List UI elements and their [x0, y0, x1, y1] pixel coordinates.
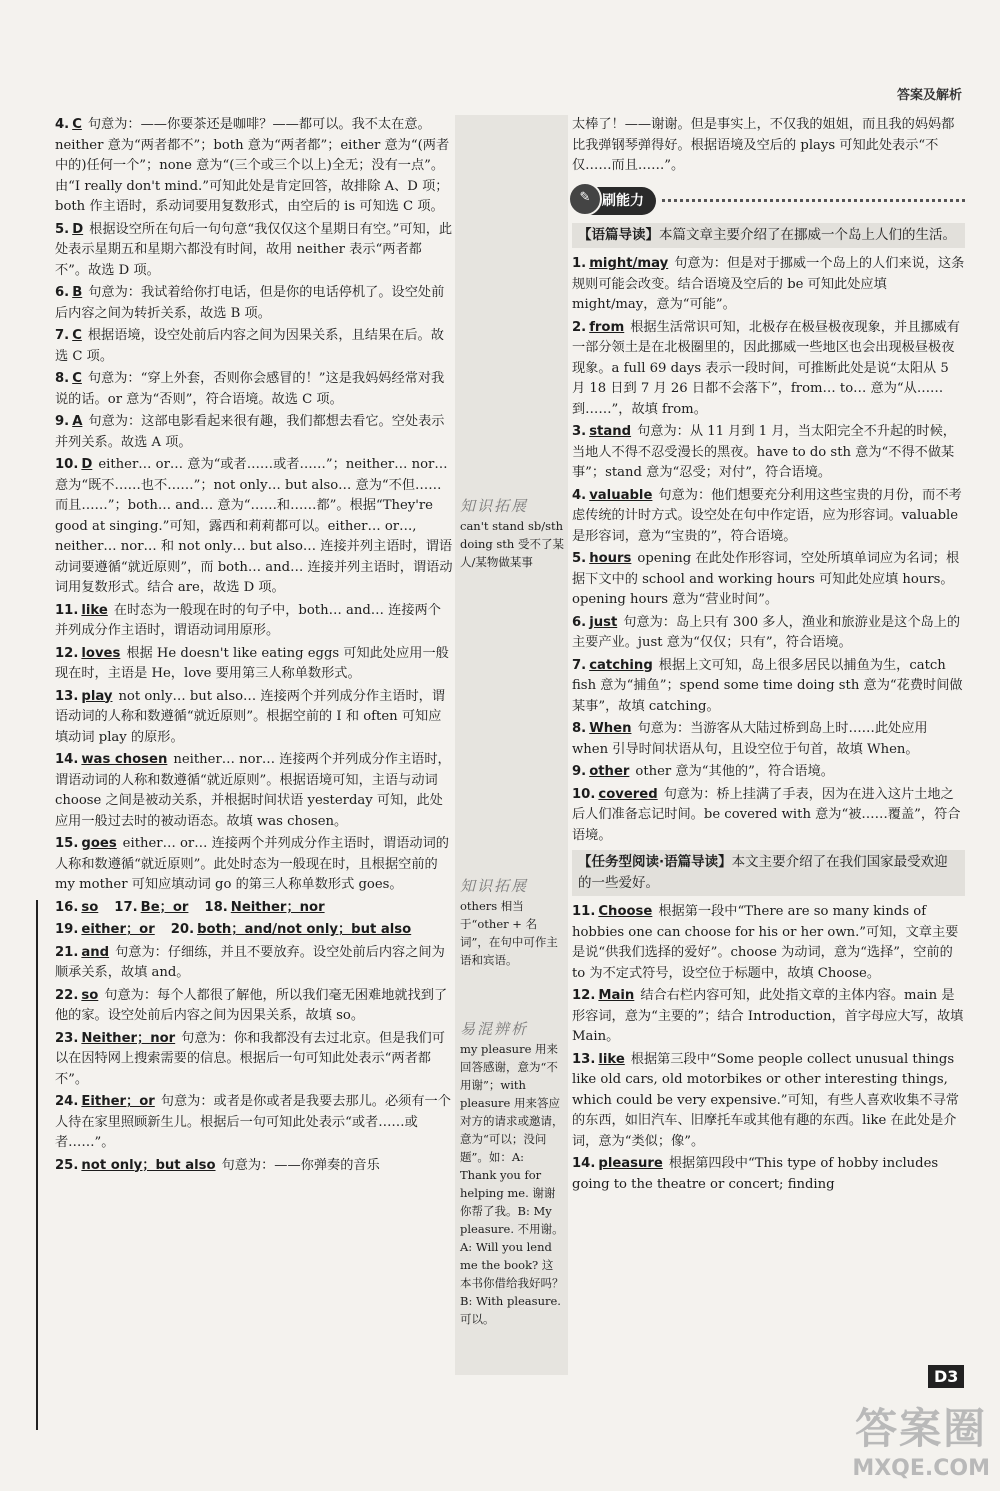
answer-item [55, 644, 453, 685]
guide-tag: 【语篇导读】 [578, 227, 659, 243]
item-answer: A [72, 414, 83, 429]
note-text: my pleasure 用来回答感谢，意为“不用谢”；with pleasure 用来答应对方的请求或邀请，意为“可以；没问题”。如：A: Thank you for helping me. 谢谢你帮了我。B: My pleasure. 不用谢。A: Will you lend me the book? 这本书你借给我好吗？B: With pleasure. 可以。 [460, 1042, 564, 1326]
answer-list-left [55, 115, 453, 896]
item-answer: loves [81, 645, 121, 661]
answer-item [55, 687, 453, 749]
item-answer: just [589, 614, 618, 630]
item-number: 20. [170, 922, 195, 937]
watermark-url: MXQE.COM [852, 1456, 990, 1481]
item-answer: hours [589, 551, 632, 566]
item-number: 15. [55, 836, 79, 851]
item-number: 1. [572, 256, 587, 271]
item-number: 24. [55, 1094, 79, 1109]
answer-item [55, 750, 453, 832]
item-explanation: 根据生活常识可知，北极存在极昼极夜现象，并且挪威有一部分领土是在北极圈里的，因此挪威一些地区也会出现极昼极夜现象。a full 69 days 表示一段时间，可推断此处是说“太阳从 5 月 18 日到 7 月 26 日都不会落下”，from… to… 意为“从……到……”，故填 from。 [572, 319, 960, 417]
item-answer: like [598, 1051, 625, 1067]
item-explanation: 句意为：桥上挂满了手表，因为在进入这片土地之后人们准备忘记时间。be covered with 意为“被……覆盖”，符合语境。 [572, 786, 961, 843]
item-answer: either；or [81, 922, 155, 937]
item-explanation: not only… but also… 连接两个并列成分作主语时，谓语动词的人称和数遵循“就近原则”。根据空前的 I 和 often 可知应填动词 play 的原形。 [55, 688, 446, 745]
watermark-text: 答案圈 [855, 1404, 988, 1453]
item-answer: so [81, 899, 99, 915]
item-number: 17. [114, 899, 138, 915]
item-answer: stand [589, 424, 632, 439]
item-number: 5. [572, 551, 587, 566]
item-explanation: either… or… 连接两个并列成分作主语时，谓语动词的人称和数遵循“就近原则”。此处时态为一般现在时，且根据空前的 my mother 可知应填动词 go 的第三人称单数形式 goes。 [55, 836, 449, 892]
margin-rule [36, 900, 38, 1430]
right-column [572, 115, 965, 1197]
item-explanation: 句意为：仔细练，并且不要放弃。设空处前后内容之间为顺承关系，故填 and。 [55, 944, 445, 980]
answer-item [55, 369, 453, 410]
item-number: 22. [55, 987, 79, 1003]
note-title: 知识拓展 [460, 497, 529, 515]
item-answer: Choose [598, 904, 653, 919]
item-number: 2. [572, 319, 587, 335]
reading-guide [572, 850, 965, 896]
answer-item [572, 986, 965, 1048]
item-answer: D [72, 221, 84, 237]
item-explanation: 句意为：岛上只有 300 多人，渔业和旅游业是这个岛上的主要产业。just 意为“仅仅；只有”，符合语境。 [572, 614, 961, 650]
item-number: 18. [204, 899, 228, 915]
item-answer: not only；but also [81, 1157, 216, 1173]
answer-item [572, 719, 965, 760]
pencil-icon: ✎ [568, 182, 602, 216]
item-number: 8. [572, 721, 587, 736]
note-box [460, 877, 564, 969]
item-number: 10. [55, 457, 79, 472]
item-explanation: 根据语境，设空处前后内容之间为因果关系，且结果在后。故选 C 项。 [55, 328, 444, 364]
reading-guide [572, 223, 965, 248]
answer-item [572, 1050, 965, 1153]
section-header [572, 187, 965, 216]
combo-line [55, 898, 453, 919]
answer-item [572, 1154, 965, 1195]
item-answer: C [72, 328, 82, 343]
item-explanation: 句意为：我试着给你打电话，但是你的电话停机了。设空处前后内容之间为转折关系，故选 B 项。 [55, 285, 445, 321]
answer-item [55, 601, 453, 642]
item-explanation: 句意为：或者是你或者是我要去那儿。必须有一个人待在家里照顾新生儿。根据后一句可知此处表示“或者……或者……”。 [55, 1094, 451, 1150]
continued-explanation: 太棒了！——谢谢。但是事实上，不仅我的姐姐，而且我的妈妈都比我弹钢琴弹得好。根据语境及空后的 plays 可知此处表示“不仅……而且……”。 [572, 117, 955, 173]
item-answer: covered [598, 786, 658, 802]
item-explanation: 句意为：——你弹奏的音乐 [221, 1157, 380, 1173]
item-answer: was chosen [81, 752, 168, 767]
item-explanation: 句意为：——你要茶还是咖啡？——都可以。我不太在意。neither 意为“两者都不”；both 意为“两者都”；either 意为“(两者中的)任何一个”；none 意为“(三个或三个以上)全无；没有一点”。由“I really don't mind.”可知此处是肯定回答，故排除 A、D 项；both 作主语时，系动词要用复数形式，由空后的 is 可知选 C 项。 [55, 117, 450, 214]
item-explanation: 在时态为一般现在时的句子中，both… and… 连接两个并列成分作主语时，谓语动词用原形。 [55, 602, 441, 638]
item-number: 13. [55, 688, 79, 704]
item-number: 12. [572, 988, 596, 1003]
item-answer: and [81, 944, 110, 960]
answer-list-right-2 [572, 902, 965, 1195]
answer-item [55, 1156, 453, 1177]
answer-item [55, 412, 453, 453]
item-explanation: other 意为“其他的”，符合语境。 [635, 764, 834, 779]
answer-item [572, 422, 965, 484]
note-title: 易混辨析 [460, 1020, 529, 1038]
answer-item [572, 486, 965, 548]
item-number: 12. [55, 645, 79, 661]
item-answer: both；and/not only；but also [197, 922, 412, 937]
item-answer: catching [589, 657, 653, 673]
item-answer: other [589, 764, 630, 779]
answer-item [572, 318, 965, 421]
item-answer: Either；or [81, 1094, 155, 1109]
item-answer: Be；or [140, 899, 189, 915]
item-answer: Neither；nor [81, 1030, 176, 1046]
item-number: 4. [572, 487, 587, 503]
item-number: 11. [55, 602, 79, 618]
answer-item [55, 1029, 453, 1091]
item-number: 6. [572, 614, 587, 630]
item-explanation: either… or… 意为“或者……或者……”；neither… nor… 意为“既不……也不……”；not only… but also… 意为“不但……而且……”；both… and… 意为“……和……都”。根据“They're good at singing.”可知，露西和莉莉都可以。either… or…, neither… nor… 和 not only… but also… 连接并列主语时，谓语动词要遵循“就近原则”，而 both… and… 连接并列主语时，谓语动词用复数形式。结合 are，故选 D 项。 [55, 457, 453, 595]
section-badge [572, 187, 656, 216]
note-text: can't stand sb/sth doing sth 受不了某人/某物做某事 [460, 519, 564, 569]
item-number: 16. [55, 899, 79, 915]
item-number: 14. [55, 752, 79, 767]
item-explanation: 句意为：每个人都很了解他，所以我们毫无困难地就找到了他的家。设空处前后内容之间为因果关系，故填 so。 [55, 987, 448, 1023]
answer-item [55, 1092, 453, 1154]
answer-item [572, 785, 965, 847]
item-explanation: 结合右栏内容可知，此处指文章的主体内容。main 是形容词，意为“主要的”；结合 Introduction，首字母应大写，故填 Main。 [572, 988, 964, 1044]
item-number: 9. [55, 414, 70, 429]
item-number: 19. [55, 922, 79, 937]
guide-text: 本篇文章主要介绍了在挪威一个岛上人们的生活。 [659, 227, 956, 243]
item-number: 13. [572, 1051, 596, 1067]
answer-item [572, 762, 965, 783]
item-explanation: 根据第四段中“This type of hobby includes going to the theatre or concert; finding [572, 1156, 939, 1192]
answer-item [572, 254, 965, 316]
item-answer: D [81, 457, 93, 472]
note-text: others 相当于“other + 名词”，在句中可作主语和宾语。 [460, 899, 558, 967]
item-answer: Main [598, 988, 635, 1003]
item-explanation: 根据 He doesn't like eating eggs 可知此处应用一般现在时，主语是 He，love 要用第三人称单数形式。 [55, 645, 449, 681]
item-explanation: 根据第三段中“Some people collect unusual things like old cars, old motorbikes or other interesting things, which could be very expensive.”可知，有些人喜欢收集不寻常的东西，如旧汽车、旧摩托车或其他有趣的东西。like 在此处是介词，意为“类似；像”。 [572, 1051, 959, 1149]
item-answer: pleasure [598, 1156, 663, 1171]
item-number: 11. [572, 904, 596, 919]
item-answer: B [72, 285, 83, 300]
item-number: 8. [55, 371, 70, 386]
answer-item [55, 115, 453, 218]
item-answer: C [72, 371, 82, 386]
note-title: 知识拓展 [460, 877, 529, 895]
item-number: 21. [55, 944, 79, 960]
answer-item [55, 943, 453, 984]
item-number: 10. [572, 786, 596, 802]
item-answer: When [589, 721, 632, 736]
answer-item [55, 326, 453, 367]
item-answer: might/may [589, 256, 669, 271]
watermark-logo [852, 1396, 990, 1481]
item-explanation: 句意为：“穿上外套，否则你会感冒的！”这是我妈妈经常对我说的话。or 意为“否则”，符合语境。故选 C 项。 [55, 371, 445, 407]
item-answer: so [81, 987, 99, 1003]
item-answer: from [589, 319, 625, 335]
answer-item [572, 902, 965, 984]
answer-list-left-2 [55, 943, 453, 1177]
item-explanation: 句意为：你和我都没有去过北京。但是我们可以在因特网上搜索需要的信息。根据后一句可知此处表示“两者都不”。 [55, 1030, 445, 1087]
item-explanation: neither… nor… 连接两个并列成分作主语时，谓语动词的人称和数遵循“就近原则”。根据语境可知，主语与动词 choose 之间是被动关系，并根据时间状语 yesterday 可知，此处应用一般过去时的被动语态。故填 was chosen。 [55, 752, 451, 829]
item-number: 5. [55, 221, 70, 237]
item-explanation: 句意为：这部电影看起来很有趣，我们都想去看它。空处表示并列关系。故选 A 项。 [55, 414, 445, 450]
item-answer: play [81, 688, 113, 704]
item-number: 7. [572, 657, 587, 673]
answer-item [55, 834, 453, 896]
answer-item [55, 455, 453, 599]
page-number: D3 [928, 1365, 964, 1388]
item-explanation: 句意为：他们想要充分利用这些宝贵的月份，而不考虑传统的计时方式。设空处在句中作定语，应为形容词。valuable 是形容词，意为“宝贵的”，符合语境。 [572, 487, 962, 544]
answer-item [55, 283, 453, 324]
item-number: 4. [55, 117, 70, 132]
combo-answers [55, 898, 453, 941]
item-number: 23. [55, 1030, 79, 1046]
answer-item [572, 613, 965, 654]
item-answer: goes [81, 836, 117, 851]
note-box [460, 1020, 564, 1328]
item-explanation: 句意为：但是对于挪威一个岛上的人们来说，这条规则可能会改变。结合语境及空后的 be 可知此处应填 might/may，意为“可能”。 [572, 256, 965, 312]
item-explanation: 根据设空所在句后一句句意“我仅仅这个星期日有空。”可知，此处表示星期五和星期六都没有时间，故用 neither 表示“两者都不”。故选 D 项。 [55, 221, 453, 278]
item-explanation: opening 在此处作形容词，空处所填单词应为名词；根据下文中的 school and working hours 可知此处应填 hours。opening hours 意为“营业时间”。 [572, 551, 960, 607]
item-number: 7. [55, 328, 70, 343]
item-answer: Neither；nor [230, 899, 325, 915]
item-answer: valuable [589, 487, 653, 503]
page-header: 答案及解析 [896, 88, 962, 103]
answer-list-right [572, 254, 965, 846]
item-explanation: 根据上文可知，岛上很多居民以捕鱼为生，catch fish 意为“捕鱼”；spend some time doing sth 意为“花费时间做某事”，故填 catching。 [572, 657, 963, 714]
item-explanation: 句意为：从 11 月到 1 月，当太阳完全不升起的时候，当地人不得不忍受漫长的黑夜。have to do sth 意为“不得不做某事”；stand 意为“忍受；对付”，符合语境。 [572, 424, 956, 480]
answer-item [55, 220, 453, 282]
section-label: 刷能力 [602, 192, 644, 209]
answer-item [572, 656, 965, 718]
note-box [460, 497, 564, 571]
item-number: 25. [55, 1157, 79, 1173]
item-answer: C [72, 117, 82, 132]
item-number: 6. [55, 285, 70, 300]
combo-line [55, 920, 453, 941]
answer-item [55, 986, 453, 1027]
guide-text: 本文主要介绍了在我们国家最受欢迎的一些爱好。 [578, 854, 948, 891]
side-notes-column [455, 115, 568, 1375]
dotted-divider [662, 199, 965, 202]
item-answer: like [81, 602, 108, 618]
item-explanation: 句意为：当游客从大陆过桥到岛上时……此处应用 when 引导时间状语从句，且设空位于句首，故填 When。 [572, 721, 928, 757]
left-column [55, 115, 453, 1178]
item-number: 14. [572, 1156, 596, 1171]
guide-tag: 【任务型阅读·语篇导读】 [578, 854, 732, 870]
answer-item [572, 549, 965, 611]
item-number: 9. [572, 764, 587, 779]
item-explanation: 根据第一段中“There are so many kinds of hobbies one can choose for his or her own.”可知，文章主要是说“供我们选择的爱好”。choose 为动词，意为“选择”，空前的 to 为不定式符号，设空位于标题中，故填 Choose。 [572, 904, 959, 981]
item-number: 3. [572, 424, 587, 439]
